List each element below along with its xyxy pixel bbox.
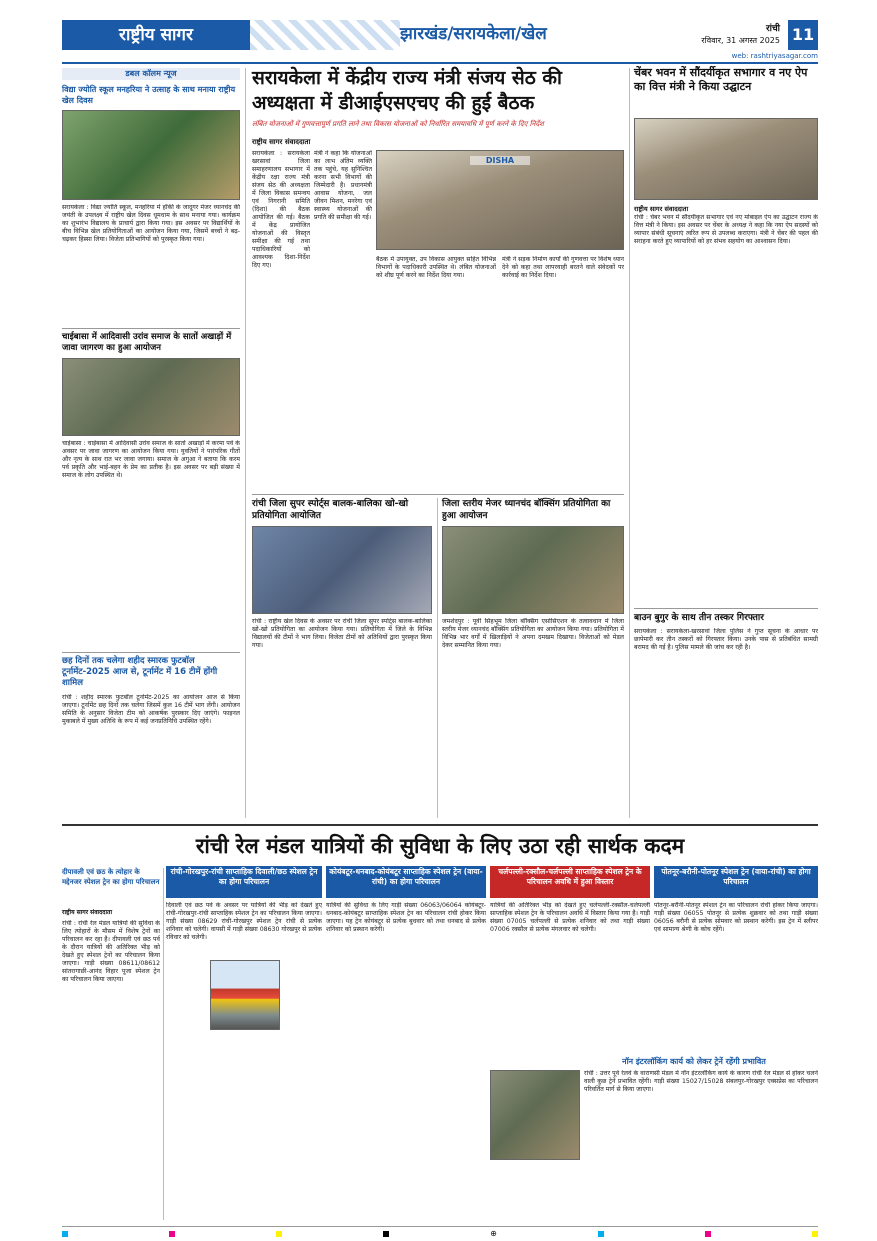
rail-box2-title: कोयंबटूर-धनबाद-कोयंबटूर साप्ताहिक स्पेशल ट्रेन (वाया-रांची) का होगा परिचालन: [326, 866, 486, 898]
festival-headline: दीपावली एवं छठ के त्योहार के मद्देनजर स्पेशल ट्रेन का होगा परिचालन: [62, 868, 160, 886]
school-sports-photo: [62, 110, 240, 200]
boxing-photo: [442, 526, 624, 614]
registration-marks: [62, 1230, 818, 1238]
chamber-headline: चेंबर भवन में सौंदर्यीकृत सभागार व नए ऐप का वित्त मंत्री ने किया उद्घाटन: [634, 66, 808, 93]
rail-box1-title: रांची-गोरखपुर-रांची साप्ताहिक दिवाली/छठ स्पेशल ट्रेन का होगा परिचालन: [166, 866, 322, 898]
chamber-body: रांची : चेंबर भवन में सौंदर्यीकृत सभागार एवं नए मोबाइल ऐप का उद्घाटन राज्य के वित्त मंत्री ने किया। इस अवसर पर चेंबर के अध्यक्ष ने कहा कि नया ऐप सदस्यों को व्यापार संबंधी सूचनाएं त्वरित रूप से उपलब्ध कराएगा। मंत्री ने चेंबर की पहल की सराहना करते हुए व्यापारियों को हर संभव सहयोग का आश्वासन दिया।: [634, 214, 818, 245]
banner-top-rule: [62, 824, 818, 826]
page-number: 11: [788, 20, 818, 50]
left-story2-body: चाईबासा : चाईबासा में आदिवासी उरांव समाज के सातों अखाड़ों में करमा पर्व के अवसर पर जावा जागरण का आयोजन किया गया। युवतियों ने पारंपरिक गीतों और नृत्य के साथ रात भर जावा जगाया। समाज के अगुआ ने बताया कि करम पर्व प्रकृति और भाई-बहन के प्रेम का प्रतीक है। इस अवसर पर बड़ी संख्या में समाज के लोग उपस्थित थे।: [62, 440, 240, 479]
header-rule: [62, 62, 818, 64]
lead-col2: मंत्री ने कहा कि योजनाओं का लाभ अंतिम व्यक्ति तक पहुंचे, यह सुनिश्चित करना सभी विभागों की जिम्मेदारी है। प्रधानमंत्री आवास योजना, जल जीवन मिशन, मनरेगा एवं स्वास्थ्य योजनाओं की प्रगति की समीक्षा की गई।: [314, 150, 372, 221]
chamber-byline: राष्ट्रीय सागर संवाददाता: [634, 205, 689, 213]
double-column-title: डबल कॉलम न्यूज: [62, 68, 240, 80]
section-title: झारखंड/सरायकेला/खेल: [400, 24, 547, 44]
right-rule: [634, 608, 818, 609]
column-divider-left: [245, 68, 246, 818]
left-story3-body: रांची : शहीद स्मारक फुटबॉल टूर्नामेंट-2025 का आयोजन आज से किया जाएगा। टूर्नामेंट छह दिनों तक चलेगा जिसमें कुल 16 टीमें भाग लेंगी। आयोजन समिति के अनुसार विजेता टीम को आकर्षक पुरस्कार दिए जाएंगे। फाइनल मुकाबले में मुख्य अतिथि के रूप में कई जनप्रतिनिधि उपस्थित रहेंगे।: [62, 694, 240, 725]
color-swatch: [276, 1231, 282, 1237]
column-divider-right: [629, 68, 630, 818]
rail-divider-0: [163, 868, 164, 1220]
rail-box1-body: दिवाली एवं छठ पर्व के अवसर पर यात्रियों की भीड़ को देखते हुए रांची-गोरखपुर-रांची साप्ताहिक स्पेशल ट्रेन का परिचालन किया जाएगा। गाड़ी संख्या 08629 रांची-गोरखपुर स्पेशल ट्रेन रांची से प्रत्येक शनिवार को चलेगी। वापसी में गाड़ी संख्या 08630 गोरखपुर से प्रत्येक रविवार को चलेगी।: [166, 902, 322, 941]
column-divider-mid: [437, 498, 438, 818]
track-work-photo: [490, 1070, 580, 1160]
lead-col4: मंत्री ने सड़क निर्माण कार्यों की गुणवत्ता पर विशेष ध्यान देने को कहा तथा लापरवाही बरतने वाले संवेदकों पर कार्रवाई का निर्देश दिया।: [502, 256, 624, 279]
chamber-photo: [634, 118, 818, 200]
footer-rule: [62, 1226, 818, 1227]
left-story2-headline: चाईबासा में आदिवासी उरांव समाज के सातों अखाड़ों में जावा जागरण का हुआ आयोजन: [62, 332, 232, 353]
jawa-jagaran-photo: [62, 358, 240, 436]
rail-box4-title: पोतनूर-बरौनी-पोतनूर स्पेशल ट्रेन (वाया-रांची) का होगा परिचालन: [654, 866, 818, 898]
non-interlocking-body: रांची : उत्तर पूर्व रेलवे के वाराणसी मंडल में नॉन इंटरलॉकिंग कार्य के कारण रांची रेल मंडल से होकर चलने वाली कुछ ट्रेनें प्रभावित रहेंगी। गाड़ी संख्या 15027/15028 संबलपुर-गोरखपुर एक्सप्रेस का परिचालन परिवर्तित मार्ग से किया जाएगा।: [584, 1070, 818, 1093]
lead-col1: सरायकेला : सरायकेला खरसावां जिला समाहरणालय सभागार में केंद्रीय रक्षा राज्य मंत्री संजय सेठ की अध्यक्षता में जिला विकास समन्वय एवं निगरानी समिति (दिशा) की बैठक आयोजित की गई। बैठक में केंद्र प्रायोजित योजनाओं की विस्तृत समीक्षा की गई तथा पदाधिकारियों को आवश्यक दिशा-निर्देश दिए गए।: [252, 150, 310, 269]
non-interlocking-headline: नॉन इंटरलॉकिंग कार्य को लेकर ट्रेनें रहेंगी प्रभावित: [622, 1057, 766, 1066]
left-rule-2: [62, 652, 240, 653]
rail-box3-body: यात्रियों की अतिरिक्त भीड़ को देखते हुए चर्लपल्ली-रक्सौल-चर्लपल्ली साप्ताहिक स्पेशल ट्रेन के परिचालन अवधि में विस्तार किया गया है। गाड़ी संख्या 07005 चर्लपल्ली से प्रत्येक शनिवार को तथा गाड़ी संख्या 07006 रक्सौल से प्रत्येक मंगलवार को चलेगी।: [490, 902, 650, 933]
color-swatch: [812, 1231, 818, 1237]
left-story3-headline: छह दिनों तक चलेगा शहीद स्मारक फुटबॉल टूर्नामेंट-2025 आज से, टूर्नामेंट में 16 टीमें होंगी शामिल: [62, 656, 218, 688]
left-rule-1: [62, 328, 240, 329]
lead-subhead: लंबित योजनाओं में गुणवत्तापूर्ण प्रगति लाने तथा विकास योजनाओं को निर्धारित समयावधि में पूर्ण करने के दिए निर्देश: [252, 120, 544, 128]
crosshair-icon: ⊕: [490, 1229, 497, 1238]
lead-byline: राष्ट्रीय सागर संवाददाता: [252, 138, 311, 146]
kho-kho-photo: [252, 526, 432, 614]
color-swatch: [383, 1231, 389, 1237]
smugglers-headline: बाउन बुगुर के साथ तीन तस्कर गिरफ्तार: [634, 613, 764, 623]
festival-body: रांची : रांची रेल मंडल यात्रियों की सुविधा के लिए त्योहारों के मौसम में विशेष ट्रेनों का परिचालन कर रहा है। दीपावली एवं छठ पर्व के दौरान यात्रियों की अतिरिक्त भीड़ को देखते हुए स्पेशल ट्रेनों का परिचालन किया जाएगा। गाड़ी संख्या 08611/08612 सांतरागाछी-आनंद विहार पूजा स्पेशल ट्रेन का परिचालन किया जाएगा।: [62, 920, 160, 983]
left-story1-body: सरायकेला : विद्या ज्योति स्कूल, मनहरिया में हॉकी के जादूगर मेजर ध्यानचंद की जयंती के उपलक्ष्य में राष्ट्रीय खेल दिवस धूमधाम के साथ मनाया गया। कार्यक्रम का शुभारंभ विद्यालय के प्राचार्य द्वारा किया गया। इस अवसर पर विद्यार्थियों के बीच विभिन्न खेल प्रतियोगिताओं का आयोजन किया गया, जिसमें बच्चों ने बढ़-चढ़कर हिस्सा लिया। विजेता प्रतिभागियों को पुरस्कृत किया गया।: [62, 204, 240, 243]
color-swatch: [598, 1231, 604, 1237]
header-city: रांची: [765, 24, 780, 34]
color-swatch: [169, 1231, 175, 1237]
kho-kho-headline: रांची जिला सुपर स्पोर्ट्स बालक-बालिका खो-खो प्रतियोगिता आयोजित: [252, 499, 409, 521]
rail-box2-body: यात्रियों की सुविधा के लिए गाड़ी संख्या 06063/06064 कोयंबटूर-धनबाद-कोयंबटूर साप्ताहिक स्पेशल ट्रेन का परिचालन रांची होकर किया जाएगा। यह ट्रेन कोयंबटूर से प्रत्येक बुधवार को तथा धनबाद से प्रत्येक शनिवार को प्रस्थान करेगी।: [326, 902, 486, 933]
boxing-headline: जिला स्तरीय मेजर ध्यानचंद बॉक्सिंग प्रतियोगिता का हुआ आयोजन: [442, 499, 611, 521]
rail-box3-title: चर्लपल्ली-रक्सौल-चर्लपल्ली साप्ताहिक स्पेशल ट्रेन के परिचालन अवधि में हुआ विस्तार: [490, 866, 650, 898]
lead-headline: सरायकेला में केंद्रीय राज्य मंत्री संजय सेठ की अध्यक्षता में डीआईएसएचए की हुई बैठक: [252, 67, 562, 114]
festival-byline: राष्ट्रीय सागर संवाददाता: [62, 909, 113, 916]
disha-meeting-photo: [376, 150, 624, 250]
color-swatch: [62, 1231, 68, 1237]
masthead-pattern: [250, 20, 400, 50]
lead-col3: बैठक में उपायुक्त, उप विकास आयुक्त सहित विभिन्न विभागों के पदाधिकारी उपस्थित थे। लंबित योजनाओं को शीघ्र पूर्ण करने का निर्देश दिया गया।: [376, 256, 496, 279]
website: web: rashtriyasagar.com: [731, 52, 818, 60]
rail-box4-body: पोतनूर-बरौनी-पोतनूर स्पेशल ट्रेन का परिचालन रांची होकर किया जाएगा। गाड़ी संख्या 06055 पोतनूर से प्रत्येक शुक्रवार को तथा गाड़ी संख्या 06056 बरौनी से प्रत्येक सोमवार को प्रस्थान करेगी। इस ट्रेन में स्लीपर एवं सामान्य श्रेणी के कोच रहेंगे।: [654, 902, 818, 933]
left-story1-headline: विद्या ज्योति स्कूल मनहरिया ने उत्साह के साथ मनाया राष्ट्रीय खेल दिवस: [62, 85, 236, 105]
rail-banner-headline: रांची रेल मंडल यात्रियों की सुविधा के लिए उठा रही सार्थक कदम: [195, 834, 685, 858]
lead-bottom-rule: [252, 494, 624, 495]
smugglers-body: सरायकेला : सरायकेला-खरसावां जिला पुलिस ने गुप्त सूचना के आधार पर छापेमारी कर तीन तस्करों को गिरफ्तार किया। उनके पास से प्रतिबंधित सामग्री बरामद की गई है। पुलिस मामले की जांच कर रही है।: [634, 628, 818, 651]
kho-kho-body: रांची : राष्ट्रीय खेल दिवस के अवसर पर रांची जिला सुपर स्पोर्ट्स बालक-बालिका खो-खो प्रतियोगिता का आयोजन किया गया। प्रतियोगिता में जिले के विभिन्न विद्यालयों की टीमों ने भाग लिया। विजेता टीमों को अतिथियों द्वारा पुरस्कृत किया गया।: [252, 618, 432, 649]
header-date: रविवार, 31 अगस्त 2025: [701, 36, 780, 45]
disha-banner-text: DISHA: [470, 156, 530, 165]
color-swatch: [705, 1231, 711, 1237]
boxing-body: जमशेदपुर : पूर्वी सिंहभूम जिला बॉक्सिंग एसोसिएशन के तत्वावधान में जिला स्तरीय मेजर ध्यानचंद बॉक्सिंग प्रतियोगिता का आयोजन किया गया। प्रतियोगिता में विभिन्न भार वर्गों में खिलाड़ियों ने अपना दमखम दिखाया। विजेताओं को मेडल देकर सम्मानित किया गया।: [442, 618, 624, 649]
masthead-title: राष्ट्रीय सागर: [119, 25, 193, 45]
